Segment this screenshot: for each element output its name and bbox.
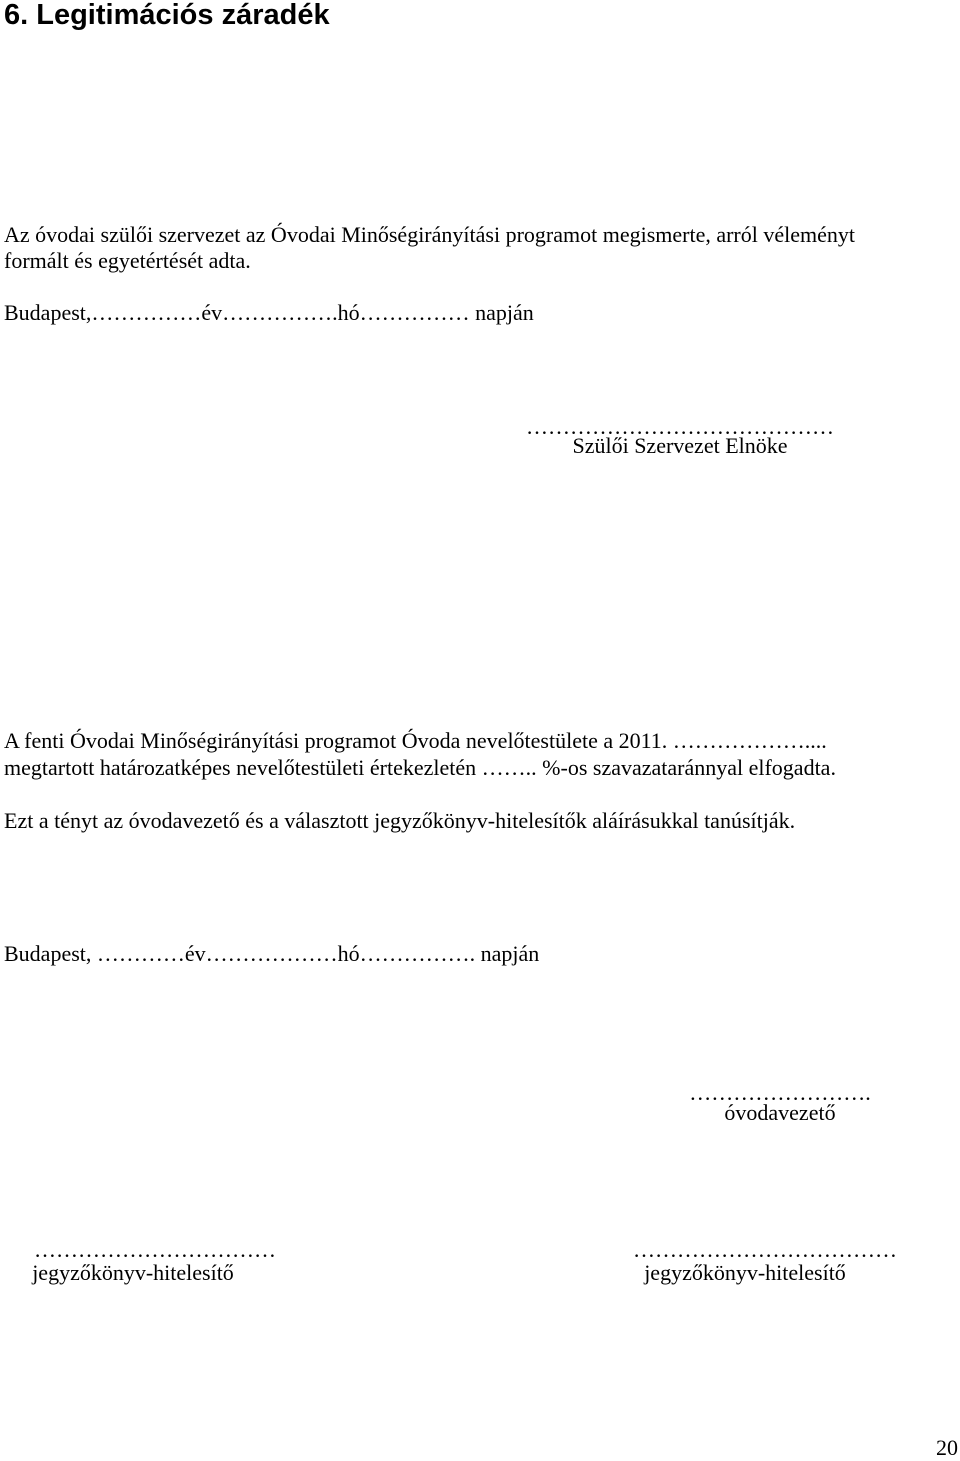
adoption-paragraph-line-1: A fenti Óvodai Minőségirányítási programot Óvoda nevelőtestülete a 2011. ………………....: [4, 728, 827, 753]
right-notary-title: jegyzőkönyv-hitelesítő: [644, 1260, 846, 1285]
approval-paragraph-line-2: formált és egyetértését adta.: [4, 248, 251, 273]
head-signature-line: …………………….: [689, 1080, 871, 1105]
certification-paragraph: Ezt a tényt az óvodavezető és a választott jegyzőkönyv-hitelesítők aláírásukkal tanúsítják.: [4, 808, 796, 833]
page-number: 20: [936, 1435, 958, 1460]
parents-signature-line: ……………………………………: [526, 414, 834, 439]
page-heading: 6. Legitimációs záradék: [4, 0, 330, 31]
right-notary-signature-line: ………………………………: [633, 1237, 897, 1262]
left-notary-signature-line: ……………………………: [34, 1237, 276, 1262]
head-signature-title: óvodavezető: [724, 1100, 836, 1125]
adoption-paragraph-line-2: megtartott határozatképes nevelőtestületi értekezletén …….. %-os szavazataránnyal elfogadta.: [4, 755, 836, 780]
parents-date-line: Budapest,……………év…………….hó…………… napján: [4, 300, 534, 325]
staff-date-line: Budapest, …………év………………hó……………. napján: [4, 941, 540, 966]
parents-signature-title: Szülői Szervezet Elnöke: [572, 433, 788, 458]
approval-paragraph-line-1: Az óvodai szülői szervezet az Óvodai Minőségirányítási programot megismerte, arról véleményt: [4, 222, 855, 247]
left-notary-title: jegyzőkönyv-hitelesítő: [32, 1260, 234, 1285]
